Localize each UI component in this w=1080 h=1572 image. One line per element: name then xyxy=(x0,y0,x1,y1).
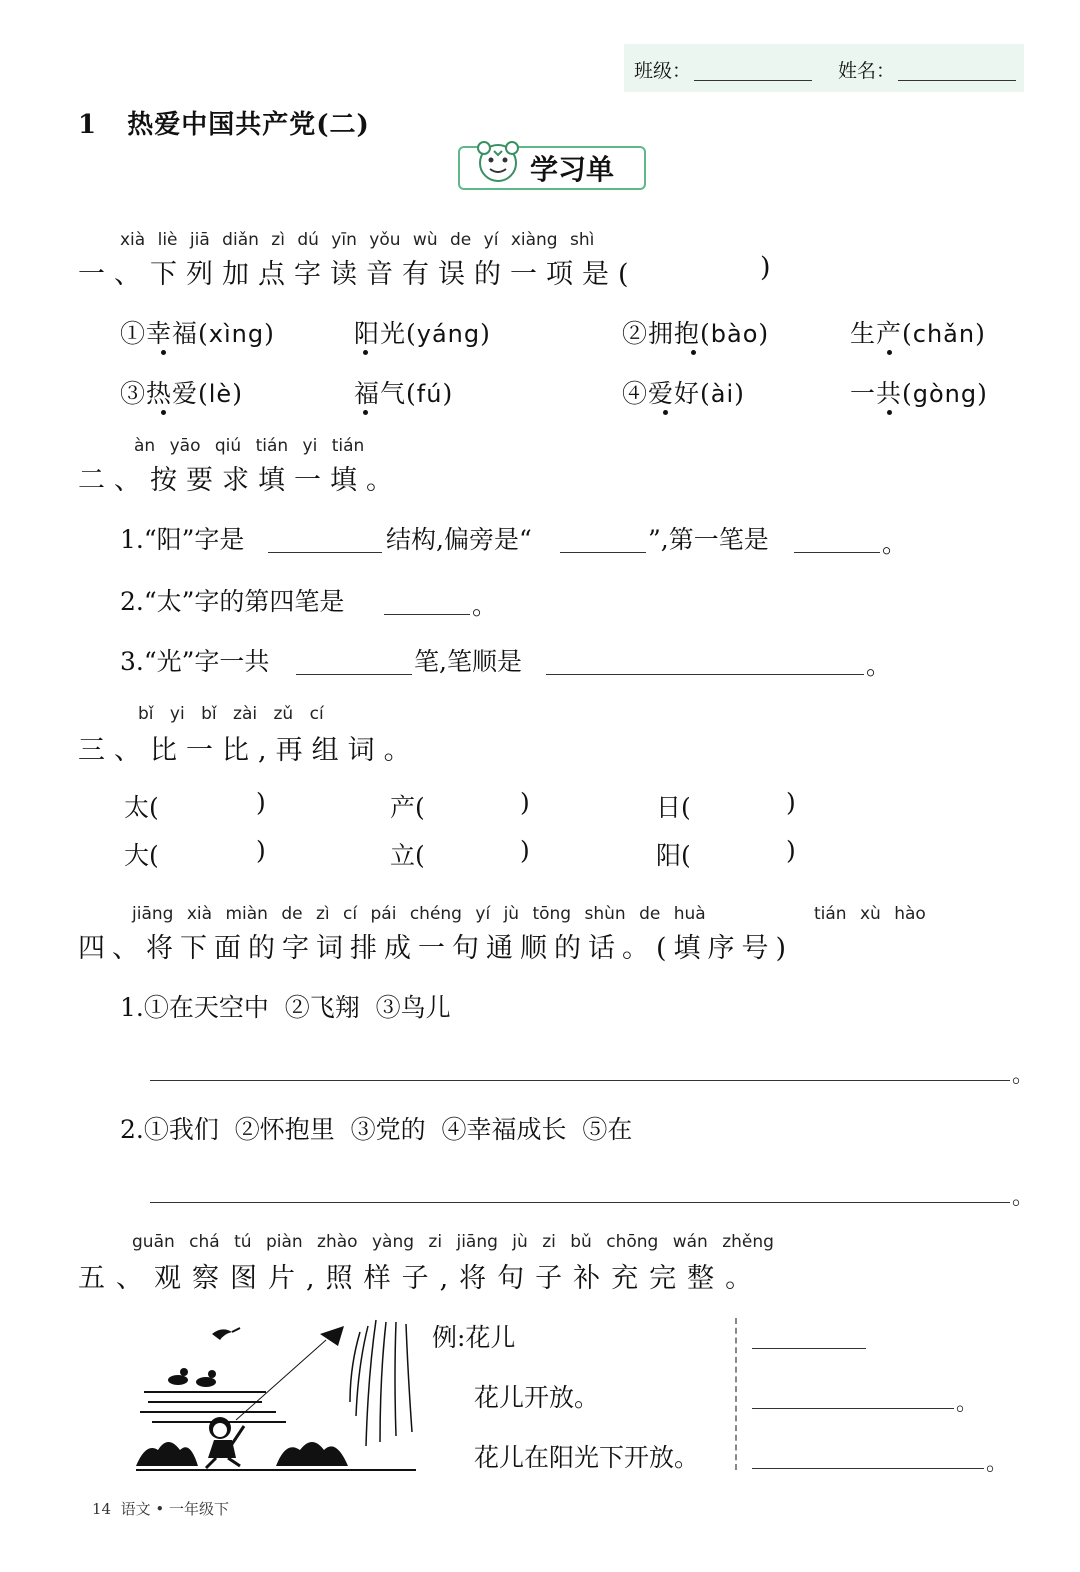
q3-char-1: 太( xyxy=(124,793,159,822)
q2-item1-end: 。 xyxy=(882,529,908,558)
lesson-name: 热爱中国共产党(二) xyxy=(127,110,370,140)
q2-title: 二、按要求填一填。 xyxy=(78,465,402,496)
q2-item3-part2: 笔,笔顺是 xyxy=(414,647,522,676)
q3-pinyin: bǐ yi bǐ zài zǔ cí xyxy=(138,704,324,724)
q4-item2-answer-line[interactable] xyxy=(150,1202,1010,1203)
q4-item2-end: 。 xyxy=(1012,1185,1035,1210)
q5-blank-3[interactable] xyxy=(752,1468,984,1469)
q1-option-3a: ③热爱(lè) xyxy=(120,379,243,408)
name-label: 姓名： xyxy=(838,60,896,82)
q2-item1-part1: 1.“阳”字是 xyxy=(120,525,245,554)
q4-item1-end: 。 xyxy=(1012,1063,1035,1088)
q2-item3-blank2[interactable] xyxy=(546,674,864,675)
q5-pinyin: guān chá tú piàn zhào yàng zi jiāng jù zi bǔ chōng wán zhěng xyxy=(132,1232,774,1252)
q4-item2: 2.①我们 ②怀抱里 ③党的 ④幸福成长 ⑤在 xyxy=(120,1115,633,1144)
emphasis-dot xyxy=(887,410,892,415)
q2-item1-blank2[interactable] xyxy=(560,552,646,553)
q3-close-4: ) xyxy=(256,836,266,865)
footer xyxy=(92,1498,229,1519)
q2-item1-blank1[interactable] xyxy=(268,552,382,553)
emphasis-dot xyxy=(363,350,368,355)
q1-option-1a: ①幸福(xìng) xyxy=(120,319,275,348)
q2-item2-part1: 2.“太”字的第四笔是 xyxy=(120,587,345,616)
q3-close-1: ) xyxy=(256,788,266,817)
name-input-line[interactable] xyxy=(898,80,1016,81)
emphasis-dot xyxy=(161,350,166,355)
q5-blank-2[interactable] xyxy=(752,1408,954,1409)
q3-close-6: ) xyxy=(786,836,796,865)
q4-pinyin-a: jiāng xià miàn de zì cí pái chéng yí jù tōng shùn de huà xyxy=(132,904,706,924)
class-label: 班级： xyxy=(634,60,692,82)
emphasis-dot xyxy=(691,350,696,355)
q1-option-1b: 阳光(yáng) xyxy=(354,319,491,348)
q5-blank-2-end: 。 xyxy=(956,1391,979,1416)
q3-close-3: ) xyxy=(786,788,796,817)
q4-item1: 1.①在天空中 ②飞翔 ③鸟儿 xyxy=(120,993,451,1022)
q1-option-2b: 生产(chǎn) xyxy=(850,319,986,348)
q5-example-2: 花儿开放。 xyxy=(474,1383,600,1412)
q1-option-4b: 一共(gòng) xyxy=(850,379,988,408)
q2-item3-end: 。 xyxy=(866,651,892,680)
q1-option-2a: ②拥抱(bào) xyxy=(622,319,770,348)
q5-example-3: 花儿在阳光下开放。 xyxy=(474,1443,700,1472)
q4-item1-answer-line[interactable] xyxy=(150,1080,1010,1081)
q4-pinyin-b: tián xù hào xyxy=(814,904,926,924)
class-input-line[interactable] xyxy=(694,80,812,81)
q2-item3-part1: 3.“光”字一共 xyxy=(120,647,270,676)
q4-title: 四、将下面的字词排成一句通顺的话。(填序号) xyxy=(78,933,794,964)
q2-item2-end: 。 xyxy=(472,591,498,620)
emphasis-dot xyxy=(887,350,892,355)
q2-item1-blank3[interactable] xyxy=(794,552,880,553)
q5-title: 五、观察图片,照样子,将句子补充完整。 xyxy=(78,1263,764,1294)
emphasis-dot xyxy=(663,410,668,415)
badge-label: 学习单 xyxy=(530,153,615,186)
q3-char-2: 产( xyxy=(390,793,425,822)
q2-item2-blank1[interactable] xyxy=(384,614,470,615)
q3-char-3: 日( xyxy=(656,793,691,822)
emphasis-dot xyxy=(161,410,166,415)
q1-title: 一、下列加点字读音有误的一项是( xyxy=(78,259,638,290)
q5-blank-3-end: 。 xyxy=(986,1451,1009,1476)
q1-pinyin: xià liè jiā diǎn zì dú yīn yǒu wù de yí xiàng shì xyxy=(120,230,595,250)
q3-title: 三、比一比,再组词。 xyxy=(78,735,420,766)
emphasis-dot xyxy=(363,410,368,415)
q3-char-6: 阳( xyxy=(656,841,691,870)
q2-item1-part3: ”,第一笔是 xyxy=(648,525,769,554)
q1-option-3b: 福气(fú) xyxy=(354,379,454,408)
q1-close-paren: ) xyxy=(760,252,780,283)
q1-option-4a: ④爱好(ài) xyxy=(622,379,745,408)
q3-close-5: ) xyxy=(520,836,530,865)
q5-blank-1[interactable] xyxy=(752,1348,866,1349)
lesson-number: 1 xyxy=(78,110,98,140)
q2-item3-blank1[interactable] xyxy=(296,674,412,675)
q3-close-2: ) xyxy=(520,788,530,817)
q3-char-4: 大( xyxy=(124,841,159,870)
divider-dashed xyxy=(735,1318,737,1470)
footer-subject: 语文 • 一年级下 xyxy=(120,1500,230,1518)
lesson-title xyxy=(78,104,370,141)
page-number: 14 xyxy=(92,1500,112,1518)
q5-example-1: 例:花儿 xyxy=(432,1323,516,1352)
q2-pinyin: àn yāo qiú tián yi tián xyxy=(134,436,365,456)
q3-char-5: 立( xyxy=(390,841,425,870)
kite-girl-illustration xyxy=(136,1316,416,1472)
tiger-mascot-icon xyxy=(470,138,526,188)
q2-item1-part2: 结构,偏旁是“ xyxy=(386,525,532,554)
q1-answer-blank[interactable] xyxy=(672,254,754,284)
